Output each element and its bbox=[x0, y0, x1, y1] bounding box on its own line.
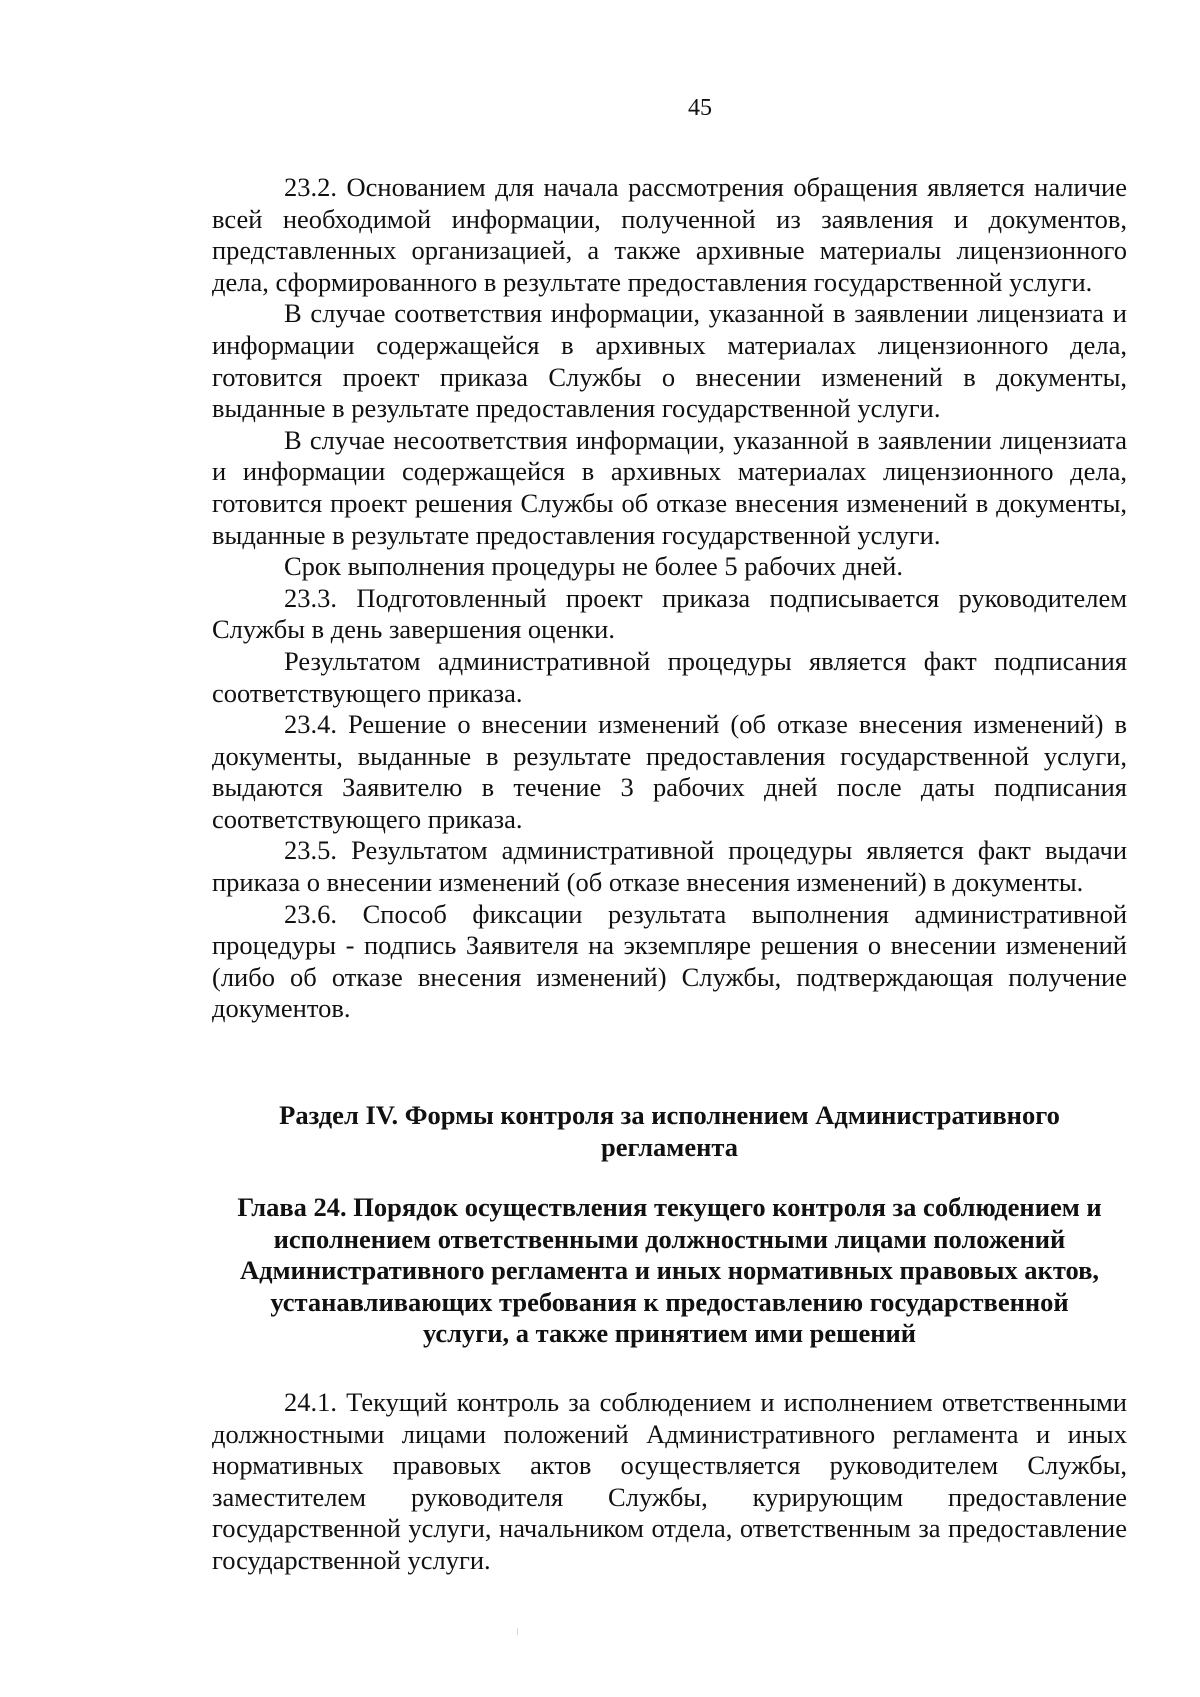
paragraph-24-1: 24.1. Текущий контроль за соблюдением и исполнением ответственными должностными лицами положений Административного регламента и иных нормативных правовых актов осуществляется руководителем Службы, заместителем руководителя Службы, курирующим предоставление государственной услуги, начальником отдела, ответственным за предоставление государственной услуги. bbox=[212, 1387, 1127, 1575]
paragraph-23-3: 23.3. Подготовленный проект приказа подписывается руководителем Службы в день завершения оценки. bbox=[212, 582, 1127, 645]
section-heading-line: Раздел IV. Формы контроля за исполнением Административного bbox=[279, 1100, 1060, 1130]
text-block-section-23 bbox=[212, 172, 1127, 1025]
chapter-heading-line: Административного регламента и иных нормативных правовых актов, bbox=[239, 1255, 1100, 1286]
section-heading bbox=[212, 1100, 1127, 1163]
page-number: 45 bbox=[688, 95, 712, 121]
section-heading-line: регламента bbox=[601, 1131, 738, 1162]
paragraph-23-6: 23.6. Способ фиксации результата выполнения административной процедуры - подпись Заявителя на экземпляре решения о внесении изменений (либо об отказе внесения изменений) Службы, подтверждающая получение документов. bbox=[212, 898, 1127, 1024]
paragraph-23-4: 23.4. Решение о внесении изменений (об отказе внесения изменений) в документы, выданные в результате предоставления государственной услуги, выдаются Заявителю в течение 3 рабочих дней после даты подписания соответствующего приказа. bbox=[212, 709, 1127, 834]
chapter-heading-line: услуги, а также принятием ими решений bbox=[422, 1318, 917, 1349]
paragraph-compliance-case: В случае соответствия информации, указанной в заявлении лицензиата и информации содержащейся в архивных материалах лицензионного дела, готовится проект приказа Службы о внесении изменений в документы, выданные в результате предоставления государственной услуги. bbox=[212, 298, 1127, 424]
paragraph-procedure-term: Срок выполнения процедуры не более 5 рабочих дней. bbox=[284, 551, 903, 582]
text-block-section-24 bbox=[212, 1387, 1127, 1577]
chapter-heading-line: устанавливающих требования к предоставлению государственной bbox=[270, 1286, 1069, 1317]
chapter-heading-line: исполнением ответственными должностными лицами положений bbox=[273, 1223, 1066, 1254]
chapter-heading bbox=[212, 1192, 1127, 1350]
scan-speck bbox=[517, 1628, 518, 1635]
paragraph-procedure-result: Результатом административной процедуры является факт подписания соответствующего приказа. bbox=[212, 645, 1127, 708]
chapter-heading-line: Глава 24. Порядок осуществления текущего контроля за соблюдением и bbox=[237, 1192, 1102, 1222]
paragraph-noncompliance-case: В случае несоответствия информации, указанной в заявлении лицензиата и информации содержащейся в архивных материалах лицензионного дела, готовится проект решения Службы об отказе внесения изменений в документы, выданные в результате предоставления государственной услуги. bbox=[212, 424, 1127, 550]
paragraph-23-5: 23.5. Результатом административной процедуры является факт выдачи приказа о внесении изменений (об отказе внесения изменений) в документы. bbox=[212, 835, 1127, 898]
paragraph-23-2: 23.2. Основанием для начала рассмотрения обращения является наличие всей необходимой информации, полученной из заявления и документов, представленных организацией, а также архивные материалы лицензионного дела, сформированного в результате предоставления государственной услуги. bbox=[212, 172, 1127, 297]
